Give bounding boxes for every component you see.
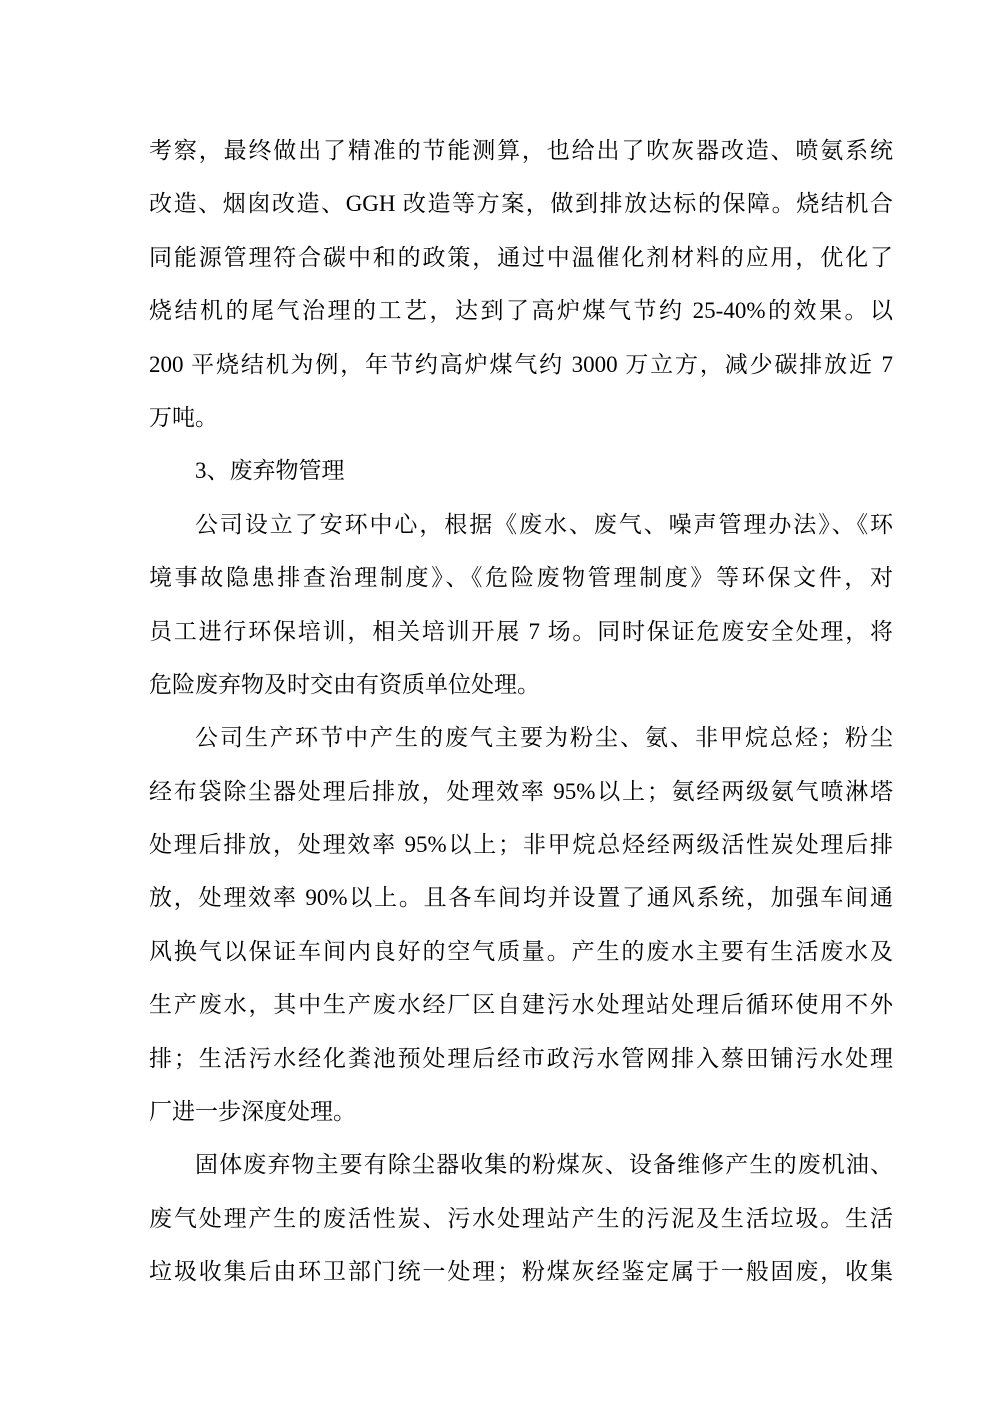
text-line: 放，处理效率 90%以上。且各车间均并设置了通风系统，加强车间通 <box>149 885 893 911</box>
text-line: 垃圾收集后由环卫部门统一处理；粉煤灰经鉴定属于一般固废，收集 <box>149 1259 893 1285</box>
text-line: 排；生活污水经化粪池预处理后经市政污水管网排入蔡田铺污水处理 <box>149 1045 893 1071</box>
paragraph-end-line: 危险废弃物及时交由有资质单位处理。 <box>149 671 540 697</box>
text-line: 公司设立了安环中心，根据《废水、废气、噪声管理办法》、《环 <box>195 511 893 537</box>
text-line: 处理后排放，处理效率 95%以上；非甲烷总烃经两级活性炭处理后排 <box>149 832 893 858</box>
text-line: 境事故隐患排查治理制度》、《危险废物管理制度》等环保文件，对 <box>149 565 893 591</box>
text-line: 烧结机的尾气治理的工艺，达到了高炉煤气节约 25-40%的效果。以 <box>149 298 893 324</box>
text-line: 生产废水，其中生产废水经厂区自建污水处理站处理后循环使用不外 <box>149 992 893 1018</box>
document-body <box>149 124 893 1299</box>
section-heading: 3、废弃物管理 <box>195 458 345 484</box>
text-line: 200 平烧结机为例，年节约高炉煤气约 3000 万立方，减少碳排放近 7 <box>149 351 893 377</box>
text-line: 经布袋除尘器处理后排放，处理效率 95%以上；氨经两级氨气喷淋塔 <box>149 778 893 804</box>
text-line: 废气处理产生的废活性炭、污水处理站产生的污泥及生活垃圾。生活 <box>149 1205 893 1231</box>
text-line: 固体废弃物主要有除尘器收集的粉煤灰、设备维修产生的废机油、 <box>195 1152 893 1178</box>
text-line: 员工进行环保培训，相关培训开展 7 场。同时保证危废安全处理，将 <box>149 618 893 644</box>
text-line: 风换气以保证车间内良好的空气质量。产生的废水主要有生活废水及 <box>149 938 893 964</box>
text-line: 同能源管理符合碳中和的政策，通过中温催化剂材料的应用，优化了 <box>149 244 893 270</box>
paragraph-end-line: 厂进一步深度处理。 <box>149 1099 356 1125</box>
text-line: 改造、烟囱改造、GGH 改造等方案，做到排放达标的保障。烧结机合 <box>149 191 893 217</box>
text-line: 考察，最终做出了精准的节能测算，也给出了吹灰器改造、喷氨系统 <box>149 138 893 163</box>
text-line: 公司生产环节中产生的废气主要为粉尘、氨、非甲烷总烃；粉尘 <box>195 725 893 751</box>
paragraph-end-line: 万吨。 <box>149 404 218 430</box>
